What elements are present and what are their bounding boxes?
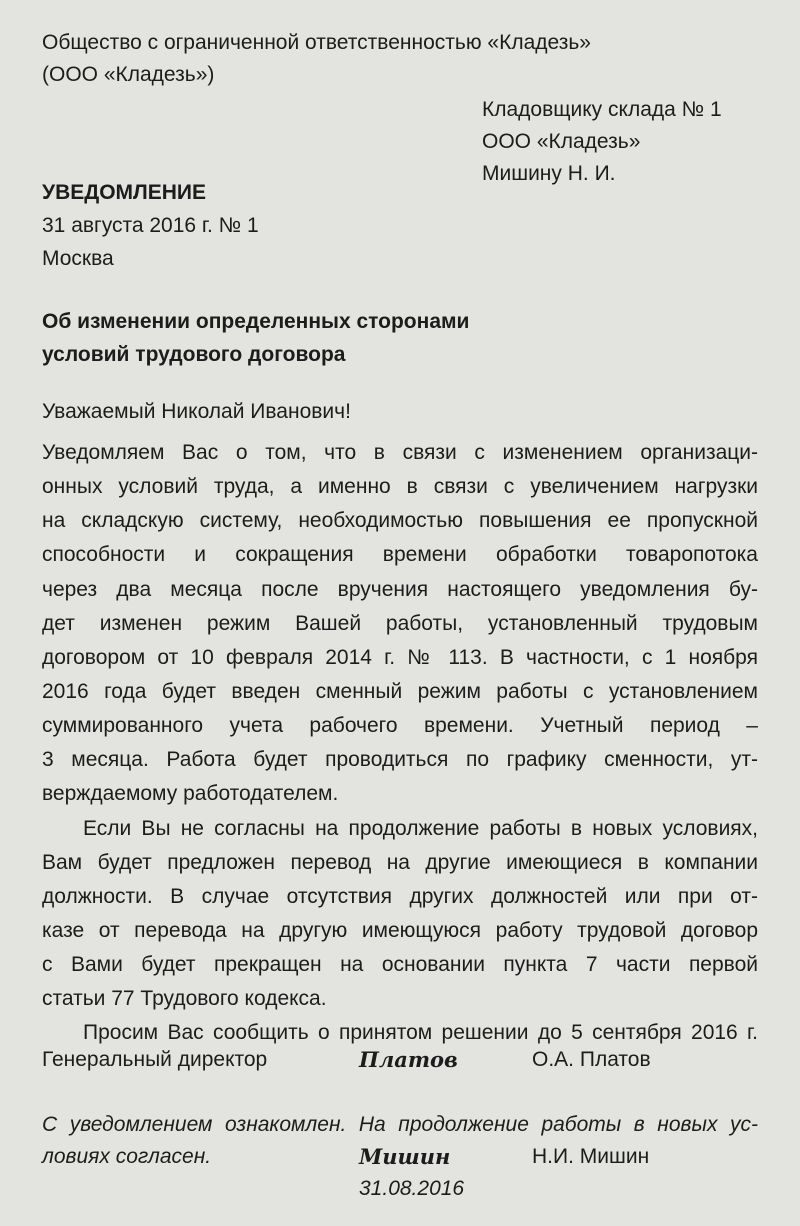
body-line: 3 месяца. Работа будет проводиться по графику сменности, ут- — [42, 748, 758, 772]
body-line: способности и сокращения времени обработки товаропотока — [42, 543, 758, 567]
body-line: Вам будет предложен перевод на другие имеющиеся в компании — [42, 850, 758, 874]
body-line: суммированного учета рабочего времени. Учетный период – — [42, 714, 758, 738]
handwritten-signature: Платов — [359, 1047, 458, 1072]
body-line: на складскую систему, необходимостью повышения ее пропускной — [42, 509, 758, 533]
body-line: дет изменен режим Вашей работы, установленный трудовым — [42, 611, 758, 635]
body-line: Если Вы не согласны на продолжение работы в новых условиях, — [83, 816, 758, 840]
addressee-line: Кладовщику склада № 1 — [482, 98, 722, 121]
addressee-line: Мишину Н. И. — [482, 162, 616, 185]
body-line: через два месяца после вручения настоящего уведомления бу- — [42, 577, 758, 601]
employee-handwritten-signature: Мишин — [359, 1144, 451, 1169]
body-line: статьи 77 Трудового кодекса. — [42, 987, 327, 1011]
acknowledgement-line: С уведомлением ознакомлен. На продолжение работы в новых ус- — [42, 1113, 758, 1136]
acknowledgement-line: ловиях согласен. — [42, 1145, 212, 1168]
organization-short-name: (ООО «Кладезь») — [42, 63, 215, 86]
body-line: верждаемому работодателем. — [42, 782, 339, 806]
document-date-number: 31 августа 2016 г. № 1 — [42, 214, 259, 237]
subject-line: условий трудового договора — [42, 343, 346, 366]
signatory-position: Генеральный директор — [42, 1048, 268, 1071]
acknowledgement-date: 31.08.2016 — [359, 1177, 465, 1200]
greeting: Уважаемый Николай Иванович! — [42, 400, 351, 423]
body-line: Уведомляем Вас о том, что в связи с изменением организаци- — [42, 441, 758, 464]
employee-name: Н.И. Мишин — [532, 1145, 650, 1168]
body-line: онных условий труда, а именно в связи с увеличением нагрузки — [42, 475, 758, 499]
document-place: Москва — [42, 247, 114, 270]
signatory-name: О.А. Платов — [532, 1048, 651, 1071]
organization-full-name: Общество с ограниченной ответственностью «Кладезь» — [42, 31, 591, 54]
body-line: казе от перевода на другую имеющуюся работу трудовой договор — [42, 918, 758, 942]
document-type: УВЕДОМЛЕНИЕ — [42, 181, 207, 204]
subject-line: Об изменении определенных сторонами — [42, 310, 470, 333]
body-line: должности. В случае отсутствия других должностей или при от- — [42, 884, 758, 908]
body-line: с Вами будет прекращен на основании пункта 7 части первой — [42, 953, 758, 977]
body-line: договором от 10 февраля 2014 г. № 113. В частности, с 1 ноября — [42, 645, 758, 669]
addressee-line: ООО «Кладезь» — [482, 130, 641, 153]
body-text — [42, 436, 758, 1051]
body-line: Просим Вас сообщить о принятом решении до 5 сентября 2016 г. — [83, 1021, 758, 1045]
body-line: 2016 года будет введен сменный режим работы с установлением — [42, 679, 758, 703]
